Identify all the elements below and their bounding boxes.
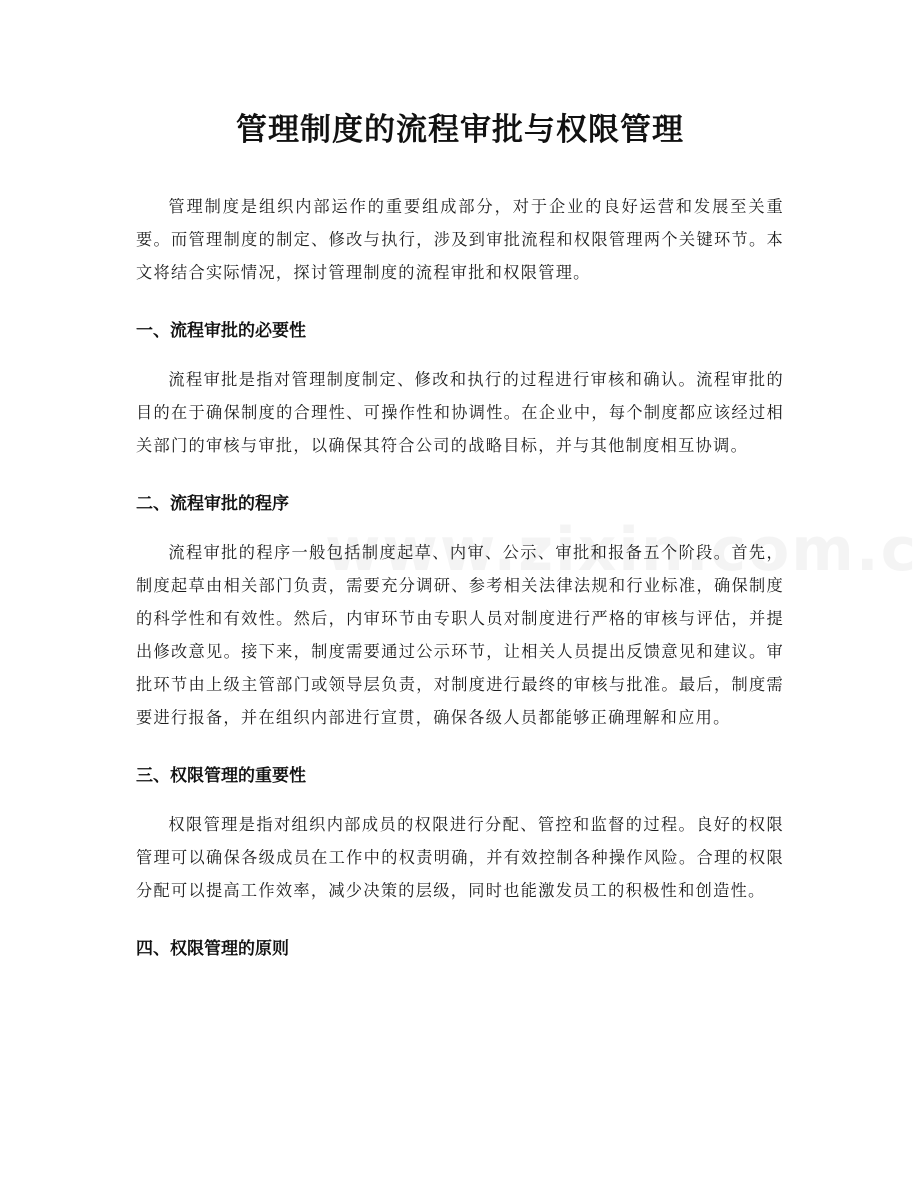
- section-body-3: 权限管理是指对组织内部成员的权限进行分配、管控和监督的过程。良好的权限管理可以确保各级成员在工作中的权责明确，并有效控制各种操作风险。合理的权限分配可以提高工作效率，减少决策的层级，同时也能激发员工的积极性和创造性。: [136, 815, 784, 900]
- section-body-2: 流程审批的程序一般包括制度起草、内审、公示、审批和报备五个阶段。首先，制度起草由相关部门负责，需要充分调研、参考相关法律法规和行业标准，确保制度的科学性和有效性。然后，内审环节由专职人员对制度进行严格的审核与评估，并提出修改意见。接下来，制度需要通过公示环节，让相关人员提出反馈意见和建议。审批环节由上级主管部门或领导层负责，对制度进行最终的审核与批准。最后，制度需要进行报备，并在组织内部进行宣贯，确保各级人员都能够正确理解和应用。: [136, 543, 784, 727]
- intro-paragraph: 管理制度是组织内部运作的重要组成部分，对于企业的良好运营和发展至关重要。而管理制度的制定、修改与执行，涉及到审批流程和权限管理两个关键环节。本文将结合实际情况，探讨管理制度的流程审批和权限管理。: [136, 197, 784, 282]
- section-heading-2: 二、流程审批的程序: [136, 494, 289, 514]
- section-heading-1: 一、流程审批的必要性: [136, 321, 306, 341]
- section-heading-3: 三、权限管理的重要性: [136, 766, 306, 786]
- section-heading-4: 四、权限管理的原则: [136, 939, 289, 959]
- page-title: 管理制度的流程审批与权限管理: [236, 112, 684, 148]
- section-body-1: 流程审批是指对管理制度制定、修改和执行的过程进行审核和确认。流程审批的目的在于确保制度的合理性、可操作性和协调性。在企业中，每个制度都应该经过相关部门的审核与审批，以确保其符合公司的战略目标，并与其他制度相互协调。: [136, 370, 784, 455]
